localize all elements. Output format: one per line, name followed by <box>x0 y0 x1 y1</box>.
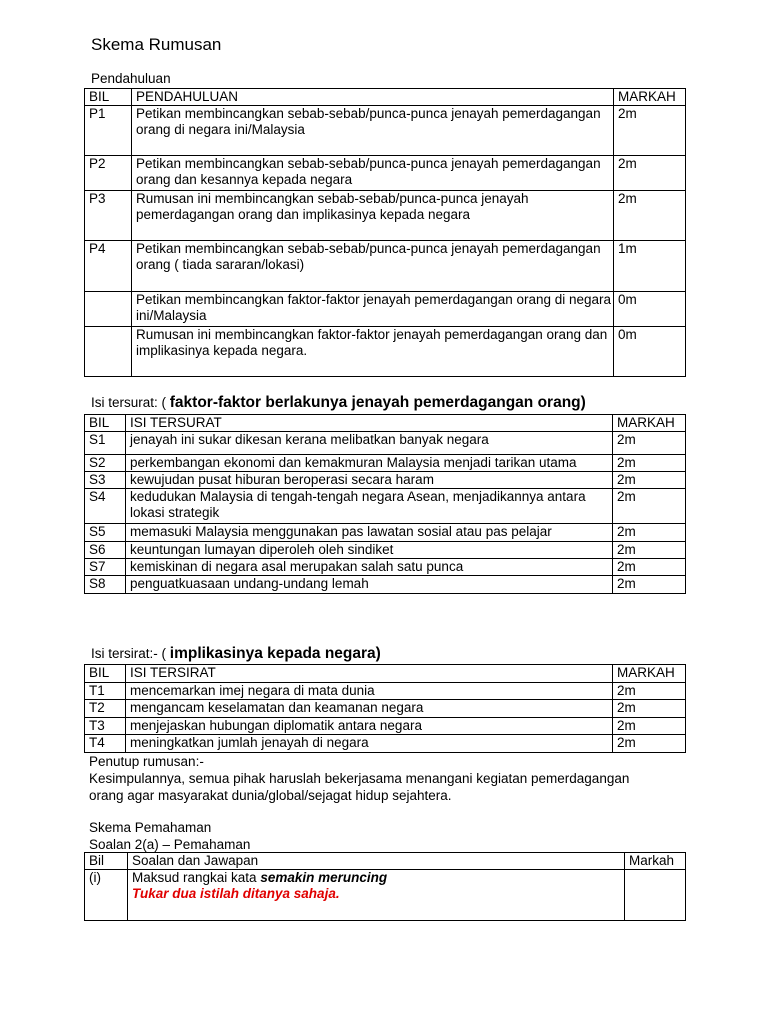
table-isi-tersurat <box>84 414 686 594</box>
table-header-row <box>85 853 686 870</box>
section-label-isi-tersurat <box>91 395 586 411</box>
question-emphasis: semakin meruncing <box>260 870 388 885</box>
row-bil: S5 <box>85 524 126 542</box>
table-pendahuluan <box>84 88 686 377</box>
label-bold: faktor-faktor berlakunya jenayah pemerdagangan orang) <box>169 394 586 411</box>
table-row <box>85 327 686 377</box>
row-text: kedudukan Malaysia di tengah-tengah negara Asean, menjadikannya antara lokasi strategik <box>126 489 613 524</box>
table-isi-tersirat <box>84 664 686 753</box>
header-pendahuluan: PENDAHULUAN <box>132 89 614 106</box>
answer-note: Tukar dua istilah ditanya sahaja. <box>132 886 340 901</box>
row-markah: 2m <box>613 472 686 489</box>
row-text: Petikan membincangkan sebab-sebab/punca-punca jenayah pemerdagangan orang dan kesannya kepada negara <box>132 156 614 191</box>
row-markah: 2m <box>613 735 686 753</box>
header-bil: BIL <box>85 89 132 106</box>
penutup-label: Penutup rumusan:- <box>89 754 204 769</box>
row-markah: 2m <box>613 559 686 576</box>
table-row <box>85 870 686 921</box>
question-line <box>132 870 624 886</box>
row-markah: 1m <box>614 241 686 292</box>
table-row <box>85 241 686 292</box>
row-markah <box>625 870 686 921</box>
table-row <box>85 542 686 559</box>
row-text: mengancam keselamatan dan keamanan negara <box>126 700 613 718</box>
row-markah: 2m <box>613 718 686 735</box>
table-header-row <box>85 415 686 432</box>
row-markah: 2m <box>614 106 686 156</box>
row-bil: S6 <box>85 542 126 559</box>
table-row <box>85 292 686 327</box>
row-bil: T3 <box>85 718 126 735</box>
label-prefix: Isi tersirat:- ( <box>91 646 170 661</box>
penutup-line-1: Kesimpulannya, semua pihak haruslah bekerjasama menangani kegiatan pemerdagangan <box>89 771 630 786</box>
row-markah: 2m <box>613 455 686 472</box>
row-bil <box>85 327 132 377</box>
row-markah: 2m <box>613 542 686 559</box>
header-isi-tersurat: ISI TERSURAT <box>126 415 613 432</box>
row-text: kewujudan pusat hiburan beroperasi secara haram <box>126 472 613 489</box>
row-markah: 2m <box>614 191 686 241</box>
row-markah: 2m <box>613 683 686 700</box>
pemahaman-subtitle: Soalan 2(a) – Pemahaman <box>89 837 251 852</box>
row-bil: T2 <box>85 700 126 718</box>
row-bil: S3 <box>85 472 126 489</box>
section-label-pendahuluan: Pendahuluan <box>91 71 171 86</box>
row-bil: S7 <box>85 559 126 576</box>
table-row <box>85 559 686 576</box>
header-markah: Markah <box>625 853 686 870</box>
row-markah: 2m <box>613 576 686 594</box>
row-text: Rumusan ini membincangkan faktor-faktor jenayah pemerdagangan orang dan implikasinya kepada negara. <box>132 327 614 377</box>
row-markah: 2m <box>613 489 686 524</box>
row-text: menjejaskan hubungan diplomatik antara negara <box>126 718 613 735</box>
row-bil: S2 <box>85 455 126 472</box>
penutup-line-2: orang agar masyarakat dunia/global/sejagat hidup sejahtera. <box>89 788 452 803</box>
header-bil: Bil <box>85 853 128 870</box>
row-text: kemiskinan di negara asal merupakan salah satu punca <box>126 559 613 576</box>
section-label-isi-tersirat <box>91 646 381 662</box>
label-prefix: Isi tersurat: ( <box>91 395 170 410</box>
row-bil: (i) <box>85 870 128 921</box>
row-markah: 2m <box>613 432 686 455</box>
table-row <box>85 472 686 489</box>
table-row <box>85 576 686 594</box>
table-row <box>85 489 686 524</box>
row-bil: P2 <box>85 156 132 191</box>
row-bil: P3 <box>85 191 132 241</box>
row-markah: 2m <box>614 156 686 191</box>
row-text: perkembangan ekonomi dan kemakmuran Malaysia menjadi tarikan utama <box>126 455 613 472</box>
pemahaman-heading <box>89 819 250 853</box>
table-row <box>85 524 686 542</box>
table-header-row <box>85 89 686 106</box>
table-row <box>85 432 686 455</box>
header-bil: BIL <box>85 415 126 432</box>
header-markah: MARKAH <box>614 89 686 106</box>
page-title: Skema Rumusan <box>91 35 222 54</box>
table-row <box>85 455 686 472</box>
table-row <box>85 735 686 753</box>
question-prefix: Maksud rangkai kata <box>132 870 261 885</box>
row-text: memasuki Malaysia menggunakan pas lawatan sosial atau pas pelajar <box>126 524 613 542</box>
row-text: mencemarkan imej negara di mata dunia <box>126 683 613 700</box>
row-bil: S4 <box>85 489 126 524</box>
table-row <box>85 106 686 156</box>
row-bil <box>85 292 132 327</box>
row-bil: P4 <box>85 241 132 292</box>
row-text: jenayah ini sukar dikesan kerana melibatkan banyak negara <box>126 432 613 455</box>
row-markah: 2m <box>613 700 686 718</box>
row-bil: T1 <box>85 683 126 700</box>
row-bil: S1 <box>85 432 126 455</box>
row-text: Petikan membincangkan sebab-sebab/punca-punca jenayah pemerdagangan orang ( tiada sararan/lokasi) <box>132 241 614 292</box>
table-row <box>85 683 686 700</box>
table-row <box>85 700 686 718</box>
table-header-row <box>85 665 686 683</box>
header-markah: MARKAH <box>613 415 686 432</box>
row-text: penguatkuasaan undang-undang lemah <box>126 576 613 594</box>
row-question <box>128 870 625 921</box>
table-row <box>85 156 686 191</box>
row-text: Petikan membincangkan faktor-faktor jenayah pemerdagangan orang di negara ini/Malaysia <box>132 292 614 327</box>
table-row <box>85 191 686 241</box>
row-bil: S8 <box>85 576 126 594</box>
label-bold: implikasinya kepada negara) <box>169 645 381 662</box>
header-soalan-dan-jawapan: Soalan dan Jawapan <box>128 853 625 870</box>
penutup-section <box>89 753 629 804</box>
row-markah: 0m <box>614 292 686 327</box>
header-markah: MARKAH <box>613 665 686 683</box>
table-pemahaman <box>84 852 686 921</box>
header-isi-tersirat: ISI TERSIRAT <box>126 665 613 683</box>
row-text: Petikan membincangkan sebab-sebab/punca-punca jenayah pemerdagangan orang di negara ini/Malaysia <box>132 106 614 156</box>
header-bil: BIL <box>85 665 126 683</box>
row-text: keuntungan lumayan diperoleh oleh sindiket <box>126 542 613 559</box>
row-text: meningkatkan jumlah jenayah di negara <box>126 735 613 753</box>
row-bil: P1 <box>85 106 132 156</box>
row-text: Rumusan ini membincangkan sebab-sebab/punca-punca jenayah pemerdagangan orang dan implikasinya kepada negara <box>132 191 614 241</box>
table-row <box>85 718 686 735</box>
row-bil: T4 <box>85 735 126 753</box>
row-markah: 0m <box>614 327 686 377</box>
row-markah: 2m <box>613 524 686 542</box>
pemahaman-title: Skema Pemahaman <box>89 820 212 835</box>
